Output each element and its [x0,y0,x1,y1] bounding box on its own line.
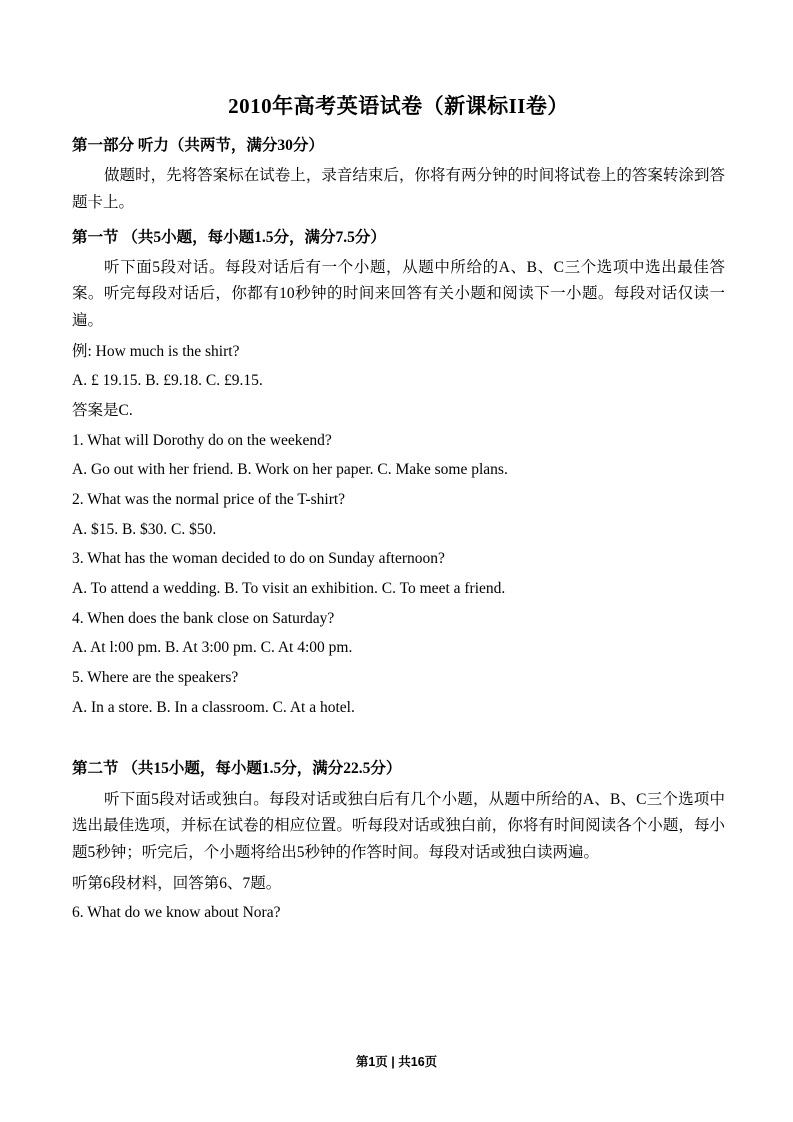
question-options: A. $15. B. $30. C. $50. [72,520,217,538]
example-question: 例: How much is the shirt? [72,342,240,360]
question-stem: 3. What has the woman decided to do on Sunday afternoon? [72,550,445,568]
part-one-heading: 第一部分 听力（共两节，满分30分） [72,137,324,154]
question-stem: 5. Where are the speakers? [72,669,239,686]
question-options: A. To attend a wedding. B. To visit an exhibition. C. To meet a friend. [72,580,506,598]
section-one-intro: 听下面5段对话。每段对话后有一个小题，从题中所给的A、B、C三个选项中选出最佳答案。听完每段对话后，你都有10秒钟的时间来回答有关小题和阅读下一小题。每段对话仅读一遍。 [72,258,725,330]
section-two-heading: 第二节 （共15小题，每小题1.5分，满分22.5分） [72,760,402,778]
question-options: A. Go out with her friend. B. Work on her paper. C. Make some plans. [72,461,508,479]
section-one-heading: 第一节 （共5小题，每小题1.5分，满分7.5分） [72,228,386,246]
question-options: A. In a store. B. In a classroom. C. At a hotel. [72,698,355,716]
example-answer: 答案是C. [72,402,133,420]
question-options: A. At l:00 pm. B. At 3:00 pm. C. At 4:00 pm. [72,639,353,657]
question-stem: 2. What was the normal price of the T-shirt? [72,491,346,509]
material-six-note: 听第6段材料，回答第6、7题。 [72,874,282,892]
example-options: A. £ 19.15. B. £9.18. C. £9.15. [72,372,263,390]
question-stem: 4. When does the bank close on Saturday? [72,609,335,627]
section-spacer [72,724,725,748]
part-one-intro: 做题时，先将答案标在试卷上，录音结束后，你将有两分钟的时间将试卷上的答案转涂到答题卡上。 [72,167,725,211]
section-two-intro: 听下面5段对话或独白。每段对话或独白后有几个小题，从题中所给的A、B、C三个选项中选出最佳选项，并标在试卷的相应位置。听每段对话或独白前，你将有时间阅读各个小题，每小题5秒钟；听完后，个小题将给出5秒钟的作答时间。每段对话或独白读两遍。 [72,790,725,861]
page-footer: 第1页 | 共16页 [355,1055,438,1069]
question-stem: 1. What will Dorothy do on the weekend? [72,431,332,449]
page-title: 2010年高考英语试卷（新课标II卷） [228,94,569,118]
question-stem: 6. What do we know about Nora? [72,904,281,922]
